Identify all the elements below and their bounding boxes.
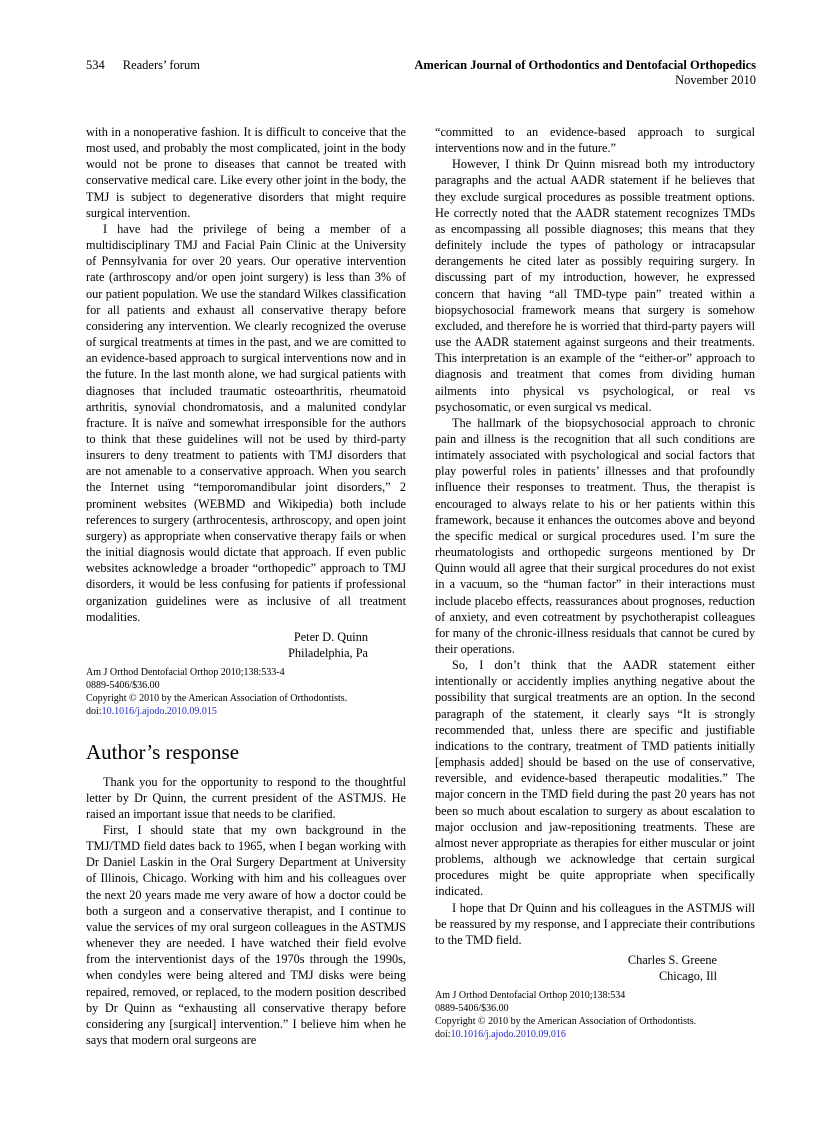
signature-name: Charles S. Greene <box>627 952 717 967</box>
signature-location: Chicago, Ill <box>658 969 717 984</box>
citation-reference: Am J Orthod Dentofacial Orthop 2010;138:534 <box>435 990 626 1002</box>
citation-copyright: Copyright © 2010 by the American Association of Orthodontists. <box>86 692 348 704</box>
citation-price: 0889-5406/$36.00 <box>435 1003 509 1015</box>
two-column-body <box>86 124 756 1048</box>
response-paragraph: First, I should state that my own background in the TMJ/TMD field dates back to 1965, when I began working with Dr Daniel Laskin in the Oral Surgery Department at University of Illinois, Chicago. Working with him and his colleagues over the next 20 years made me very aware of how a doctor could be both a surgeon and a conservative therapist, and I continue to value the services of my oral surgeon colleagues in the ASTMJS whenever they are needed. I have watched their field evolve from the interventionist days of the 1970s through the 1990s, when condyles were being altered and TMJ disks were being repaired, removed, or replaced, to the modern position described by Dr Quinn as “exhausting all conservative therapy before considering any [surgical] intervention.” I believe him when he says that modern oral surgeons are <box>86 822 406 1047</box>
doi-prefix: doi: <box>435 1028 451 1040</box>
running-head-left <box>86 58 200 73</box>
issue-date: November 2010 <box>675 73 756 87</box>
citation-reference: Am J Orthod Dentofacial Orthop 2010;138:533-4 <box>86 667 285 679</box>
left-column <box>86 124 406 1048</box>
running-head-right <box>414 58 756 88</box>
citation-doi-line <box>86 706 406 719</box>
response-heading: Author’s response <box>86 740 240 765</box>
doi-link[interactable]: 10.1016/j.ajodo.2010.09.015 <box>101 705 217 717</box>
citation-doi-line <box>435 1029 755 1042</box>
letter-paragraph-continuation: with in a nonoperative fashion. It is difficult to conceive that the most used, and probably the most complicated, joint in the body would not be prone to diseases that cannot be treated with conservative medical care. Like every other joint in the body, the TMJ is subject to degenerative disorders that might require surgical intervention. <box>86 125 406 220</box>
letter-signature <box>86 629 406 661</box>
section-title: Readers’ forum <box>122 58 200 72</box>
response-citation-block <box>435 990 755 1041</box>
response-paragraph-continuation: “committed to an evidence-based approach to surgical interventions now and in the future.” <box>435 125 755 156</box>
response-paragraph: I hope that Dr Quinn and his colleagues in the ASTMJS will be reassured by my response, and I appreciate their contributions to the TMD field. <box>435 900 755 947</box>
letter-paragraph: I have had the privilege of being a member of a multidisciplinary TMJ and Facial Pain Clinic at the University of Pennsylvania for over 20 years. Our operative intervention rate (arthroscopy and/or open joint surgery) is less than 3% of our patient population. We use the standard Wilkes classification for all patients and exhaust all conservative therapy before considering any intervention. We clearly recognized the overuse of surgical treatments at times in the past, and we are comitted to an evidence-based approach to surgical interventions now and in the future. In the last month alone, we had surgical patients with diagnoses that included traumatic osteoarthritis, rheumatoid arthritis, synovial chondromatosis, and a malunited condylar fracture. It is naïve and somewhat irresponsible for the authors to think that these guidelines will not be used by third-party insurers to deny treatment to patients with TMJ disorders that are not amenable to a conservative approach. When you search the Internet using “temporomandibular joint disorders,” 2 prominent websites (WEBMD and Wikipedia) both include references to surgery (arthrocentesis, arthroscopy, and open joint surgery) as appropriate when conservative therapy fails or when the initial diagnosis would dictate that approach. If even public websites acknowledge a broader “orthopedic” approach to TMJ disorders, it would be less confusing for patients if professional organization guidelines were as inclusive of all treatment modalities. <box>86 221 406 624</box>
response-paragraph: However, I think Dr Quinn misread both my introductory paragraphs and the actual AADR statement if he believes that they exclude surgical procedures as possible treatment options. He correctly noted that the AADR statement recognizes TMDs as encompassing all possible diagnoses; this means that they definitely include the types of pathology or intracapsular derangements he cited later as possibly requiring surgery. In discussing part of my introduction, however, he expressed concern that having “all TMD-type pain” treated within a biopsychosocial framework means that surgery is somehow excluded, and therefore he is worried that third-party payers will use the AADR statement against surgeons and their treatments. This interpretation is an example of the “either-or” approach to diagnosis and treatment that comes from dividing human ailments into physical vs psychological, or real vs psychosomatic, or even surgical vs medical. <box>435 157 755 414</box>
response-signature <box>435 952 755 984</box>
doi-prefix: doi: <box>86 705 102 717</box>
signature-name: Peter D. Quinn <box>293 629 368 644</box>
signature-location: Philadelphia, Pa <box>288 646 368 660</box>
page-header <box>86 58 756 88</box>
right-column <box>435 124 755 1048</box>
citation-price: 0889-5406/$36.00 <box>86 679 160 691</box>
letter-citation-block <box>86 667 406 718</box>
response-paragraph: The hallmark of the biopsychosocial approach to chronic pain and illness is the recognition that all such conditions are intimately associated with psychological and social factors that play powerful roles in patients’ illnesses and that profoundly influence their responses to treatment. Thus, the therapist is encouraged to always relate to his or her patients within this framework, because it enhances the outcomes above and beyond the specific medical or surgical procedures used. I’m sure the rheumatologists and orthopedic surgeons mentioned by Dr Quinn would all agree that their surgical procedures do not exist in a vacuum, so the “human factor” in their interactions must include placebo effects, reassurances about prognoses, reduction of anxiety, and even cotreatment by psychotherapist colleagues for many of the chronic-illness residuals that cannot be cured by their operations. <box>435 415 755 656</box>
journal-name: American Journal of Orthodontics and Dentofacial Orthopedics <box>414 58 756 72</box>
citation-copyright: Copyright © 2010 by the American Association of Orthodontists. <box>435 1015 697 1027</box>
response-paragraph: Thank you for the opportunity to respond to the thoughtful letter by Dr Quinn, the current president of the ASTMJS. He raised an important issue that needs to be clarified. <box>86 774 406 821</box>
response-paragraph: So, I don’t think that the AADR statement either intentionally or accidently implies anything negative about the possibility that surgical treatments are an option. In the second paragraph of the statement, it clearly says “It is strongly recommended that, unless there are specific and justifiable indications to the contrary, treatment of TMD patients initially [emphasis added] should be based on the use of conservative, reversible, and evidence-based therapeutic modalities.” The major concern in the TMD field during the past 20 years has not been so much about escalation to surgery as about escalation to major occlusion and jaw-repositioning treatments. These are almost never appropriate as therapies for either muscular or joint problems, although we acknowledge that certain surgical procedures might be quite appropriate when specifically indicated. <box>435 658 755 899</box>
page-number: 534 <box>86 58 105 72</box>
doi-link[interactable]: 10.1016/j.ajodo.2010.09.016 <box>450 1028 566 1040</box>
